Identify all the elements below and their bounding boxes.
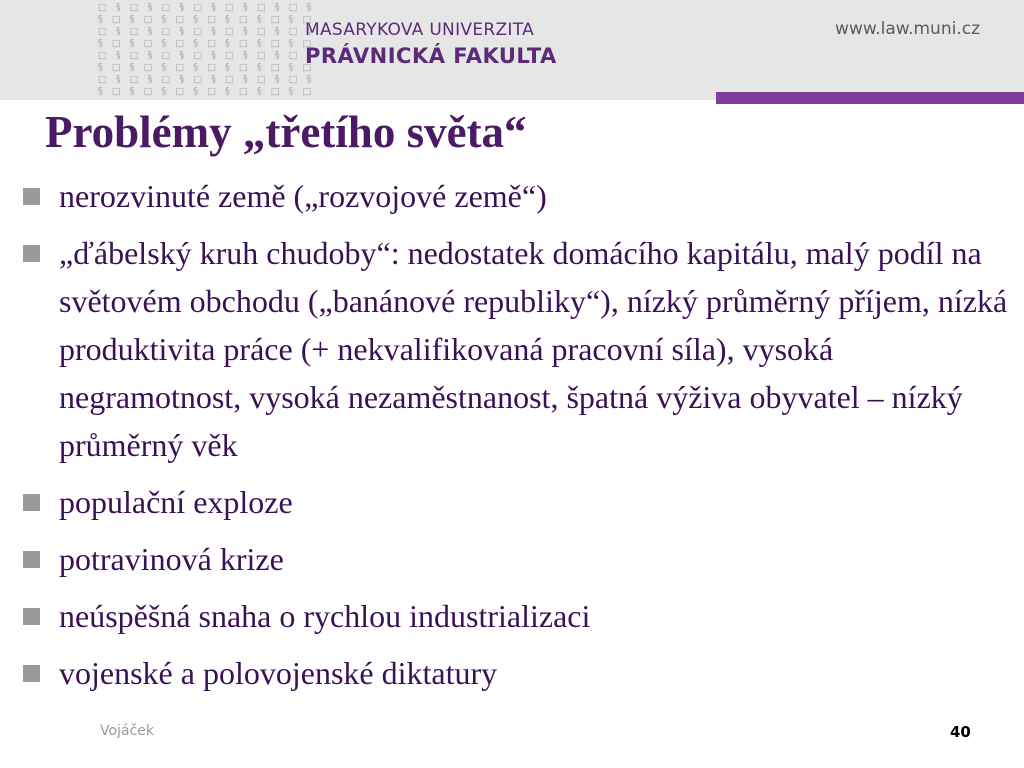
square-bullet-icon [23,665,40,682]
bullet-text: neúspěšná snaha o rychlou industrializaci [59,598,591,634]
square-bullet-icon [23,188,40,205]
bullet-text: populační exploze [59,484,293,520]
bullet-text: „ďábelský kruh chudoby“: nedostatek domácího kapitálu, malý podíl na světovém obchodu („banánové republiky“), nízký průměrný příjem, nízká produktivita práce (+ nekvalifikovaná pracovní síla), vysoká negramotnost, vysoká nezaměstnanost, špatná výživa obyvatel – nízký průměrný věk [59,235,1008,463]
website-url: www.law.muni.cz [835,19,980,39]
bullet-item [20,535,1010,583]
square-bullet-icon [23,608,40,625]
bullet-item [20,649,1010,697]
bullet-item [20,592,1010,640]
faculty-name: PRÁVNICKÁ FAKULTA [305,44,557,68]
bullet-list [20,172,1010,706]
bullet-text: potravinová krize [59,541,284,577]
bullet-item [20,478,1010,526]
paragraph-pattern-decoration: □ § □ § □ § □ § □ § □ § □ § § □ § □ § □ § □ § □ § □ § □ □ § □ § □ § □ § □ § □ § □ § § □ § □ § □ § □ § □ § □ § □ □ § □ § □ § □ § □ § □ § □ § § □ § □ § □ § □ § □ § □ § □ □ § □ § □ § □ § □ § □ § □ § § □ § □ § □ § □ § □ § □ § □ [98,2,315,97]
bullet-item [20,229,1010,469]
bullet-text: vojenské a polovojenské diktatury [59,655,498,691]
square-bullet-icon [23,245,40,262]
bullet-item [20,172,1010,220]
page-number: 40 [950,723,971,741]
bullet-text: nerozvinuté země („rozvojové země“) [59,178,547,214]
square-bullet-icon [23,551,40,568]
accent-bar [716,92,1024,104]
header-band [0,0,1024,100]
footer-author: Vojáček [100,723,154,739]
slide-title: Problémy „třetího světa“ [45,107,527,157]
square-bullet-icon [23,494,40,511]
university-name: MASARYKOVA UNIVERZITA [305,20,535,40]
